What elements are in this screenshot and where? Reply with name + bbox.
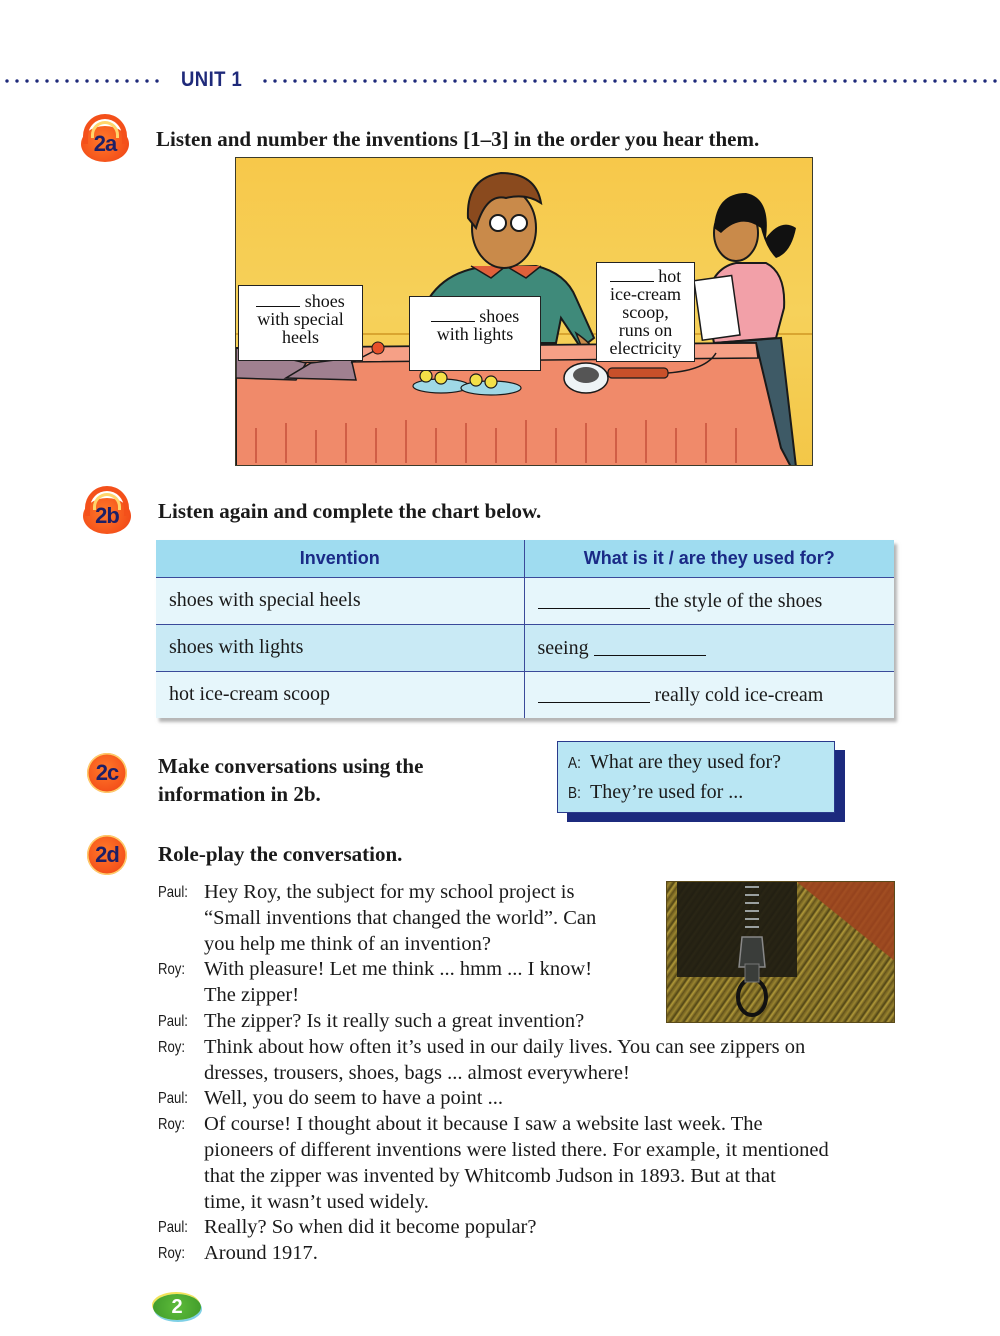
use-cell: really cold ice-cream [524,671,894,718]
dotted-rule-left [2,79,164,83]
unit-title: UNIT 1 [181,68,243,91]
dotted-rule-right [260,79,1000,83]
instruction-2c: Make conversations using the information in 2b. [158,754,424,806]
invention-cell: shoes with special heels [156,577,524,624]
column-header-invention: Invention [156,540,524,577]
headphones-badge-2b: 2b [83,498,131,534]
dialogue [158,880,898,1267]
dialogue-line: Paul: The zipper? Is it really such a great invention? [158,1009,585,1032]
use-cell: the style of the shoes [524,577,894,624]
example-line: A: What are they used for? [568,751,782,773]
page-number-badge: 2 [153,1294,201,1320]
use-cell: seeing [524,624,894,671]
table-row [156,624,894,671]
badge-2c: 2c [87,753,127,793]
invention-cell: shoes with lights [156,624,524,671]
dialogue-line: Roy: Of course! I thought about it because I saw a website last week. The pioneers of different inventions were listed there. For example, it mentioned that the zipper was invented by Whitcomb Judson in 1893. But at that time, it wasn’t used widely. [158,1113,829,1213]
answer-blank [610,281,654,282]
example-line: B: They’re used for ... [568,781,744,803]
dialogue-line: Paul: Hey Roy, the subject for my school project is “Small inventions that changed the world”. Can you help me think of an invention? [158,881,597,955]
answer-blank[interactable] [594,636,706,656]
headphones-badge-2a: 2a [81,126,129,162]
table-row [156,671,894,718]
table-row [156,577,894,624]
badge-2d: 2d [87,835,127,875]
answer-blank[interactable] [538,589,650,609]
answer-blank[interactable] [538,683,650,703]
sign-shoes-with-lights: shoes with lights [409,296,541,371]
dialogue-line: Paul: Really? So when did it become popular? [158,1216,537,1239]
instruction-2d: Role-play the conversation. [158,842,403,866]
dialogue-line: Roy: Around 1917. [158,1242,318,1265]
instruction-2a: Listen and number the inventions [1–3] in the order you hear them. [156,127,760,151]
dialogue-line: Roy: Think about how often it’s used in our daily lives. You can see zippers on dresses, trousers, shoes, bags ... almost everywhere! [158,1035,806,1084]
answer-blank [431,321,475,322]
table-header-row [156,540,894,577]
invention-chart [156,540,894,718]
inventions-illustration [235,157,813,466]
invention-cell: hot ice-cream scoop [156,671,524,718]
sign-hot-ice-cream-scoop: hot ice-cream scoop, runs on electricity [596,262,695,362]
answer-blank [256,306,300,307]
dialogue-line: Paul: Well, you do seem to have a point ... [158,1087,503,1110]
sign-shoes-special-heels: shoes with special heels [238,285,363,361]
example-conversation-box [557,741,835,813]
instruction-2b: Listen again and complete the chart below. [158,499,542,523]
unit-header [0,66,1000,96]
dialogue-line: Roy: With pleasure! Let me think ... hmm ... I know! The zipper! [158,958,593,1007]
column-header-use: What is it / are they used for? [524,540,894,577]
